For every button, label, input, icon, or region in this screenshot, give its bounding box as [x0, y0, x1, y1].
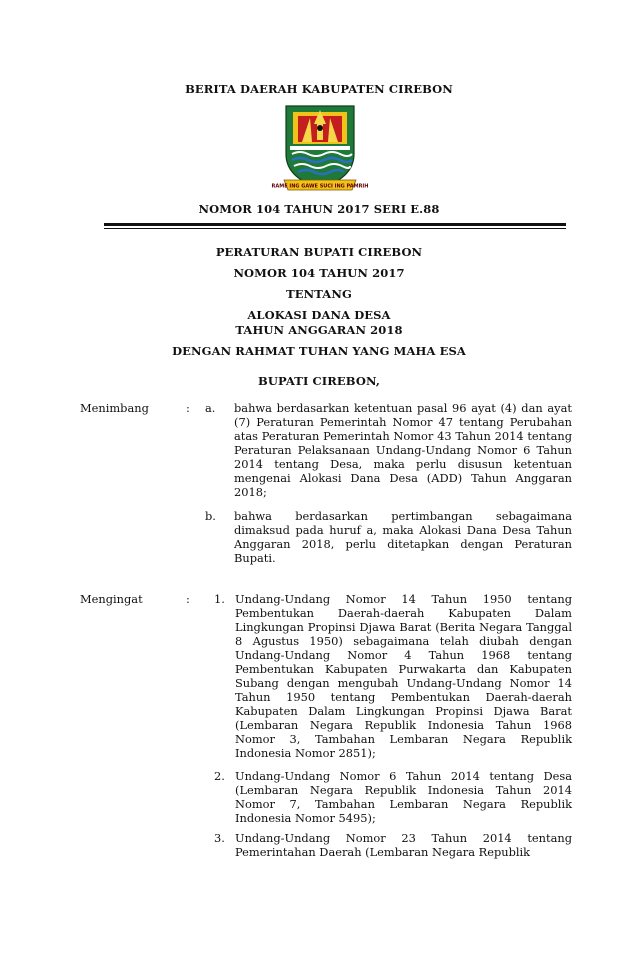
cirebon-coat-of-arms-logo	[271, 102, 369, 192]
gazette-number: NOMOR 104 TAHUN 2017 SERI E.88	[198, 202, 440, 216]
regulation-about: TENTANG	[286, 287, 352, 301]
authority: BUPATI CIREBON,	[258, 374, 380, 388]
item-marker: b.	[205, 509, 216, 523]
regulation-number: NOMOR 104 TAHUN 2017	[233, 266, 405, 280]
menimbang-label: Menimbang	[80, 401, 149, 415]
item-text: Undang-Undang Nomor 6 Tahun 2014 tentang Desa (Lembaran Negara Republik Indonesia Tahun 2014 Nomor 7, Tambahan Lembaran Negara Republik Indonesia Nomor 5495);	[235, 769, 572, 825]
item-text: bahwa berdasarkan ketentuan pasal 96 ayat (4) dan ayat (7) Peraturan Pemerintah Nomor 47 tentang Perubahan atas Peraturan Pemerintah Nomor 43 Tahun 2014 tentang Peraturan Pelaksanaan Undang-Undang Nomor 6 Tahun 2014 tentang Desa, maka perlu disusun ketentuan mengenai Alokasi Dana Desa (ADD) Tahun Anggaran 2018;	[234, 401, 572, 499]
item-marker: 3.	[214, 831, 225, 845]
invocation: DENGAN RAHMAT TUHAN YANG MAHA ESA	[172, 344, 466, 358]
gazette-title: BERITA DAERAH KABUPATEN CIREBON	[185, 82, 453, 96]
regulation-subject-line2: TAHUN ANGGARAN 2018	[235, 323, 403, 337]
menimbang-colon: :	[186, 401, 190, 415]
header-divider-thin	[104, 228, 566, 229]
mengingat-colon: :	[186, 592, 190, 606]
item-marker: 2.	[214, 769, 225, 783]
item-marker: a.	[205, 401, 216, 415]
header-divider-thick	[104, 223, 566, 226]
mengingat-label: Mengingat	[80, 592, 143, 606]
regulation-title: PERATURAN BUPATI CIREBON	[215, 245, 423, 259]
item-text: bahwa berdasarkan pertimbangan sebagaimana dimaksud pada huruf a, maka Alokasi Dana Desa Tahun Anggaran 2018, perlu ditetapkan dengan Peraturan Bupati.	[234, 509, 572, 565]
item-marker: 1.	[214, 592, 225, 606]
regulation-subject-line1: ALOKASI DANA DESA	[247, 308, 391, 322]
item-text: Undang-Undang Nomor 23 Tahun 2014 tentang Pemerintahan Daerah (Lembaran Negara Republik	[235, 831, 572, 859]
svg-text:RAME ING GAWE SUCI ING PAMRIH: RAME ING GAWE SUCI ING PAMRIH	[271, 183, 369, 190]
item-text: Undang-Undang Nomor 14 Tahun 1950 tentang Pembentukan Daerah-daerah Kabupaten Dalam Lingkungan Propinsi Djawa Barat (Berita Negara Tanggal 8 Agustus 1950) sebagaimana telah diubah dengan Undang-Undang Nomor 4 Tahun 1968 tentang Pembentukan Kabupaten Purwakarta dan Kabupaten Subang dengan mengubah Undang-Undang Nomor 14 Tahun 1950 tentang Pembentukan Daerah-daerah Kabupaten Dalam Lingkungan Propinsi Djawa Barat (Lembaran Negara Republik Indonesia Tahun 1968 Nomor 3, Tambahan Lembaran Negara Republik Indonesia Nomor 2851);	[235, 592, 572, 760]
